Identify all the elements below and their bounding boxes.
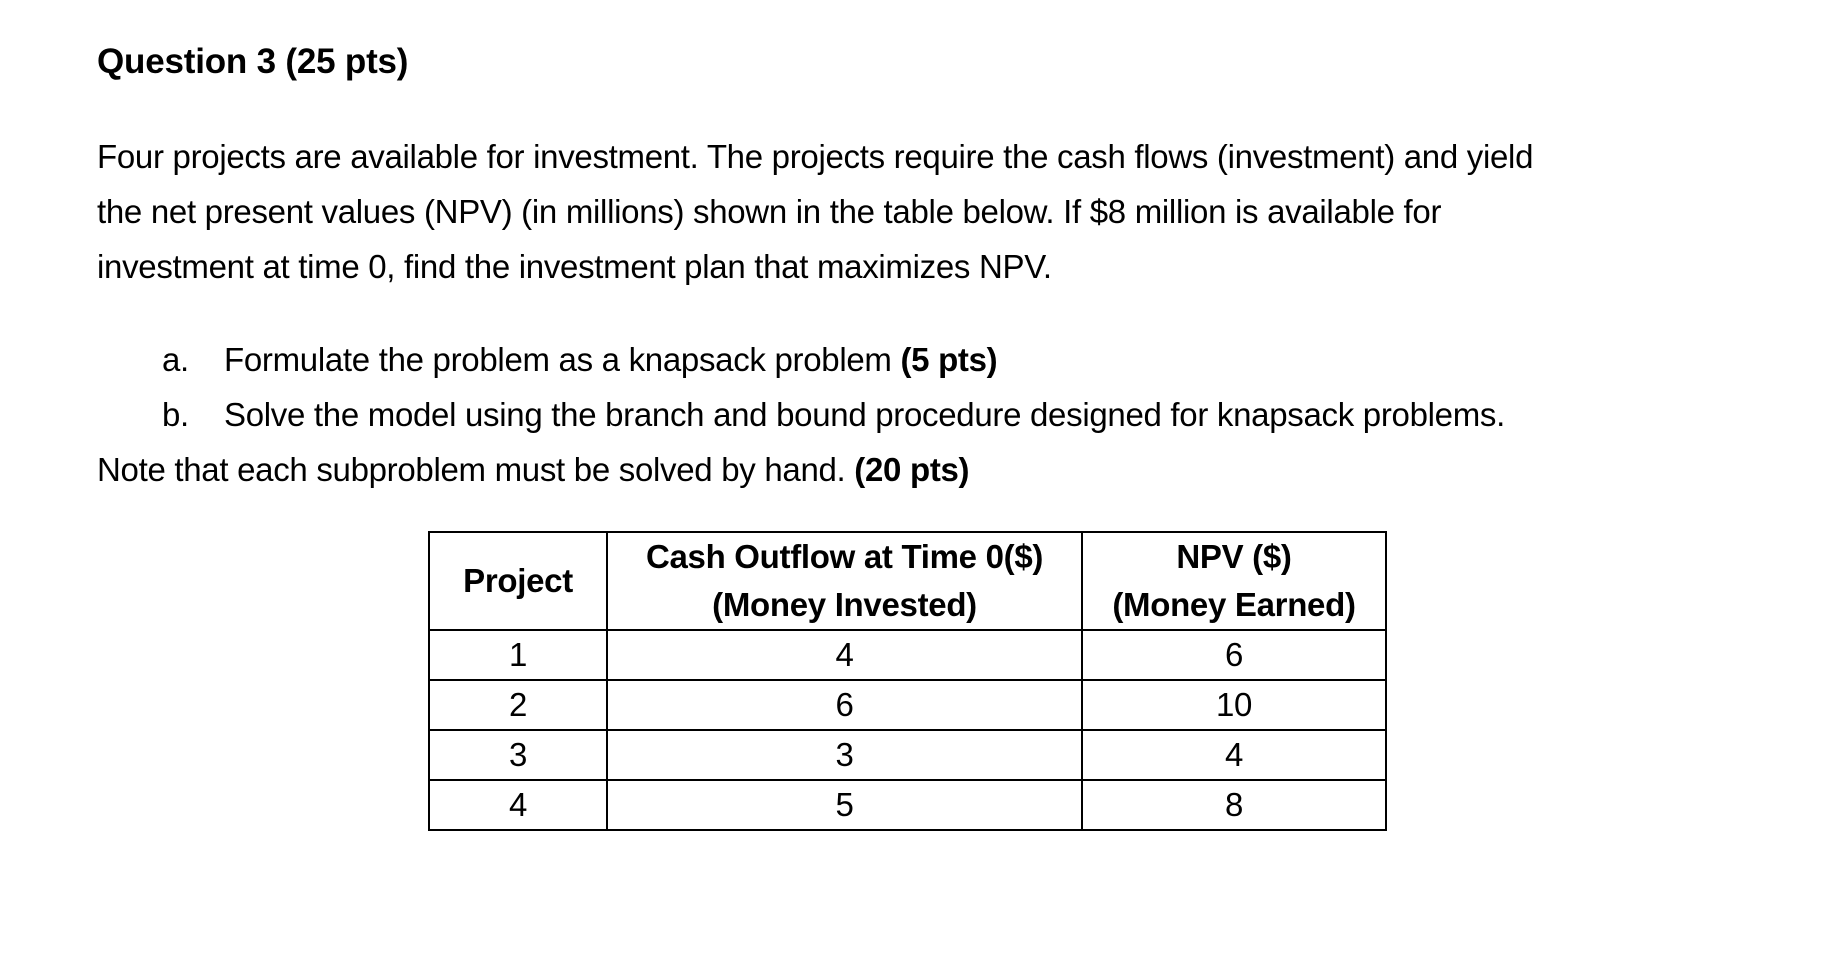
header-cash-outflow	[607, 532, 1082, 630]
cell-cash: 5	[607, 780, 1082, 830]
cell-cash: 3	[607, 730, 1082, 780]
note-text: Note that each subproblem must be solved by hand.	[97, 451, 855, 488]
part-a-body: Formulate the problem as a knapsack problem	[224, 341, 901, 378]
table-row	[429, 630, 1386, 680]
cell-npv: 10	[1082, 680, 1386, 730]
intro-paragraph	[97, 129, 1797, 294]
cell-cash: 6	[607, 680, 1082, 730]
header-npv	[1082, 532, 1386, 630]
part-a-marker: a.	[162, 341, 189, 378]
table-row	[429, 680, 1386, 730]
cell-npv: 4	[1082, 730, 1386, 780]
table-header-row	[429, 532, 1386, 630]
cell-project: 1	[429, 630, 607, 680]
cell-project: 3	[429, 730, 607, 780]
parts-list	[97, 332, 1505, 497]
cell-cash: 4	[607, 630, 1082, 680]
intro-line: the net present values (NPV) (in millions) shown in the table below. If $8 million is available for	[97, 193, 1442, 230]
part-a-text	[224, 341, 997, 378]
header-cash-line1: Cash Outflow at Time 0($)	[645, 538, 1044, 575]
note-line	[97, 442, 1505, 497]
table-row	[429, 780, 1386, 830]
part-a	[97, 332, 1505, 387]
cell-project: 4	[429, 780, 607, 830]
intro-line: investment at time 0, find the investment plan that maximizes NPV.	[97, 248, 1052, 285]
part-b-marker: b.	[162, 396, 189, 433]
part-a-points: (5 pts)	[900, 341, 998, 378]
cell-npv: 6	[1082, 630, 1386, 680]
part-b	[97, 387, 1505, 442]
projects-table	[428, 531, 1387, 831]
header-project-line1: Project	[463, 562, 573, 599]
header-npv-line1: NPV ($)	[1176, 538, 1292, 575]
header-npv-line2: (Money Earned)	[1112, 586, 1356, 623]
cell-npv: 8	[1082, 780, 1386, 830]
header-project	[429, 532, 607, 630]
part-b-text: Solve the model using the branch and bound procedure designed for knapsack problems.	[224, 396, 1505, 433]
note-points: (20 pts)	[854, 451, 970, 488]
question-title: Question 3 (25 pts)	[97, 42, 409, 81]
intro-line: Four projects are available for investment. The projects require the cash flows (investment) and yield	[97, 138, 1534, 175]
cell-project: 2	[429, 680, 607, 730]
header-cash-line2: (Money Invested)	[712, 586, 977, 623]
table-row	[429, 730, 1386, 780]
